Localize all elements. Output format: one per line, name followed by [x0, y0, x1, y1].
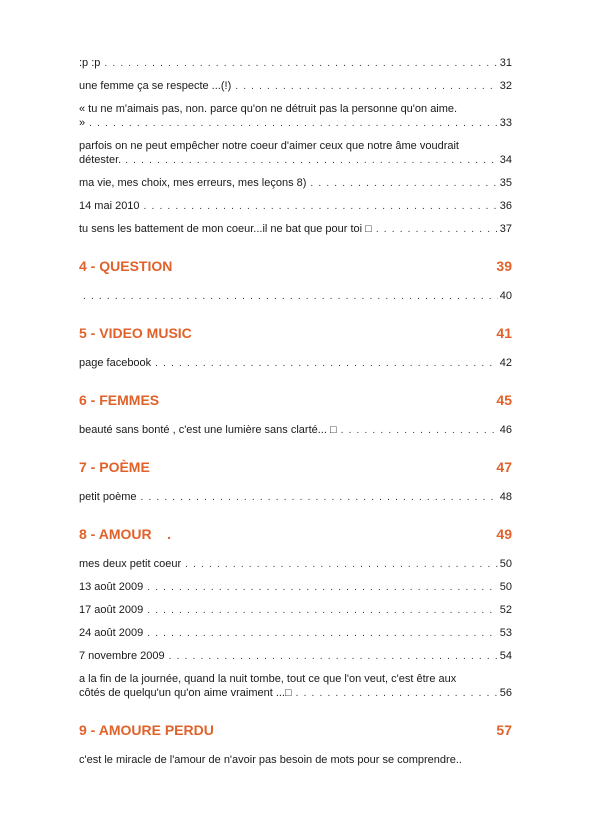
- entry-page: 56: [499, 687, 512, 699]
- entry-page: 53: [499, 627, 512, 639]
- chapter-heading[interactable]: [79, 721, 512, 739]
- entry-title: une femme ça se respecte ...(!): [79, 80, 232, 92]
- toc-entry[interactable]: [79, 603, 512, 618]
- leader-dots: [185, 558, 498, 572]
- chapter-page: 47: [496, 459, 512, 475]
- leader-dots: [296, 687, 498, 701]
- leader-dots: [376, 223, 498, 237]
- entry-title: »: [79, 117, 86, 129]
- chapter-page: 45: [496, 392, 512, 408]
- entry-page: 33: [499, 117, 512, 129]
- chapter-page: 41: [496, 325, 512, 341]
- entry-title-line1: parfois on ne peut empêcher notre coeur d'aimer ceux que notre âme voudrait: [79, 140, 459, 152]
- entry-title: page facebook: [79, 357, 152, 369]
- entry-title: 13 août 2009: [79, 581, 144, 593]
- leader-dots: [125, 154, 498, 168]
- toc-entry[interactable]: [79, 222, 512, 237]
- leader-dots: [147, 627, 498, 641]
- toc-entry[interactable]: [79, 580, 512, 595]
- toc-entry[interactable]: [79, 626, 512, 641]
- chapter-title: 4 - QUESTION: [79, 258, 173, 274]
- entry-title: 17 août 2009: [79, 604, 144, 616]
- entry-title: ma vie, mes choix, mes erreurs, mes leçons 8): [79, 177, 307, 189]
- entry-title: côtés de quelqu'un qu'on aime vraiment ...□: [79, 687, 292, 699]
- toc-entry[interactable]: [79, 672, 512, 701]
- chapter-heading[interactable]: [79, 257, 512, 275]
- entry-page: 42: [499, 357, 512, 369]
- chapter-title: 8 - AMOUR .: [79, 526, 172, 542]
- entry-title-line1: « tu ne m'aimais pas, non. parce qu'on ne détruit pas la personne qu'on aime.: [79, 103, 458, 115]
- chapter-page: 49: [496, 526, 512, 542]
- toc-entry[interactable]: [79, 649, 512, 664]
- entry-title: :p :p: [79, 57, 101, 69]
- leader-dots: [144, 200, 498, 214]
- chapter-page: 39: [496, 258, 512, 274]
- toc-entry[interactable]: [79, 102, 512, 131]
- toc-entry[interactable]: [79, 56, 512, 71]
- toc-entry[interactable]: [79, 199, 512, 214]
- toc-entry[interactable]: [79, 176, 512, 191]
- toc-entry[interactable]: [79, 79, 512, 94]
- leader-dots: [169, 650, 498, 664]
- chapter-heading[interactable]: [79, 458, 512, 476]
- chapter-title: 9 - AMOURE PERDU: [79, 722, 214, 738]
- leader-dots: [147, 581, 498, 595]
- entry-title: 14 mai 2010: [79, 200, 140, 212]
- toc-entry[interactable]: [79, 490, 512, 505]
- leader-dots: [83, 290, 498, 304]
- entry-page: 48: [499, 491, 512, 503]
- table-of-contents: [79, 56, 512, 775]
- entry-title: beauté sans bonté , c'est une lumière sans clarté... □: [79, 424, 337, 436]
- entry-page: 40: [499, 290, 512, 302]
- chapter-heading[interactable]: [79, 391, 512, 409]
- entry-page: 54: [499, 650, 512, 662]
- entry-page: 32: [499, 80, 512, 92]
- entry-page: 31: [499, 57, 512, 69]
- toc-entry[interactable]: [79, 139, 512, 168]
- entry-title: c'est le miracle de l'amour de n'avoir pas besoin de mots pour se comprendre..: [79, 754, 462, 766]
- toc-entry[interactable]: [79, 557, 512, 572]
- entry-page: 34: [499, 154, 512, 166]
- entry-title: petit poème: [79, 491, 137, 503]
- toc-entry[interactable]: [79, 423, 512, 438]
- entry-title: 7 novembre 2009: [79, 650, 165, 662]
- toc-entry[interactable]: [79, 356, 512, 371]
- leader-dots: [140, 491, 497, 505]
- entry-page: 35: [499, 177, 512, 189]
- entry-page: 52: [499, 604, 512, 616]
- toc-entry[interactable]: [79, 753, 512, 767]
- leader-dots: [147, 604, 498, 618]
- leader-dots: [89, 117, 498, 131]
- entry-page: 46: [499, 424, 512, 436]
- chapter-title: 7 - POÈME: [79, 459, 150, 475]
- chapter-page: 57: [496, 722, 512, 738]
- leader-dots: [341, 424, 498, 438]
- entry-title: tu sens les battement de mon coeur...il ne bat que pour toi □: [79, 223, 372, 235]
- chapter-title: 6 - FEMMES: [79, 392, 160, 408]
- leader-dots: [104, 57, 497, 71]
- entry-page: 50: [499, 558, 512, 570]
- toc-entry[interactable]: [79, 289, 512, 304]
- chapter-title: 5 - VIDEO MUSIC: [79, 325, 192, 341]
- leader-dots: [310, 177, 497, 191]
- entry-page: 37: [499, 223, 512, 235]
- entry-page: 50: [499, 581, 512, 593]
- entry-title: détester.: [79, 154, 122, 166]
- chapter-heading[interactable]: [79, 525, 512, 543]
- entry-title-line1: a la fin de la journée, quand la nuit tombe, tout ce que l'on veut, c'est être aux: [79, 673, 457, 685]
- leader-dots: [155, 357, 498, 371]
- chapter-heading[interactable]: [79, 324, 512, 342]
- entry-title: mes deux petit coeur: [79, 558, 182, 570]
- entry-page: 36: [499, 200, 512, 212]
- leader-dots: [235, 80, 498, 94]
- entry-title: 24 août 2009: [79, 627, 144, 639]
